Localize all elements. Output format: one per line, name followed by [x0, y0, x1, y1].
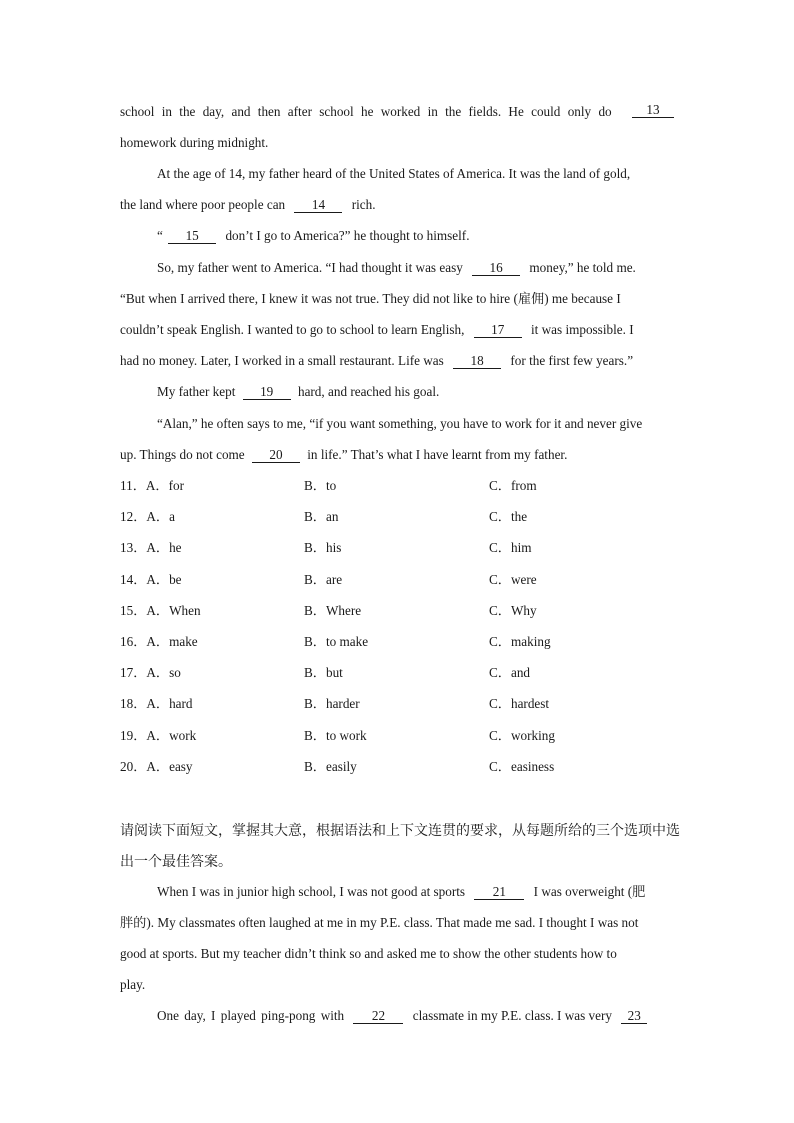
option-16-b[interactable]: B．to make: [304, 634, 369, 649]
question-18-options: [120, 694, 674, 714]
text-segment: couldn’t speak English. I wanted to go to school to learn English,: [120, 322, 465, 337]
option-12-a[interactable]: 12．A．a: [120, 509, 175, 524]
blank-13[interactable]: 13: [632, 102, 674, 118]
option-16-a[interactable]: 16．A．make: [120, 634, 198, 649]
option-12-c[interactable]: C．the: [489, 509, 528, 524]
option-13-b[interactable]: B．his: [304, 540, 342, 555]
option-14-c[interactable]: C．were: [489, 572, 537, 587]
blank-20[interactable]: 20: [252, 447, 300, 463]
question-20-options: [120, 757, 674, 777]
text-segment: money,” he told me.: [529, 260, 636, 275]
option-13-c[interactable]: C．him: [489, 540, 532, 555]
passage1-line8: [120, 320, 674, 340]
passage2-line1: [120, 882, 674, 902]
option-12-b[interactable]: B．an: [304, 509, 339, 524]
question-15-options: [120, 601, 674, 621]
passage1-line3: At the age of 14, my father heard of the United States of America. It was the land of gold,: [157, 166, 631, 181]
option-17-b[interactable]: B．but: [304, 665, 343, 680]
passage1-line2: homework during midnight.: [120, 135, 269, 150]
option-20-a[interactable]: 20．A．easy: [120, 759, 193, 774]
passage2-line2: 胖的). My classmates often laughed at me in my P.E. class. That made me sad. I thought I was not: [120, 915, 639, 930]
blank-15[interactable]: 15: [168, 228, 216, 244]
question-12-options: [120, 507, 674, 527]
blank-22[interactable]: 22: [353, 1008, 403, 1024]
text-segment: rich.: [351, 197, 376, 212]
option-16-c[interactable]: C．making: [489, 634, 551, 649]
option-17-c[interactable]: C．and: [489, 665, 531, 680]
passage1-line5: [120, 226, 674, 246]
text-segment: “: [157, 228, 163, 243]
option-19-b[interactable]: B．to work: [304, 728, 367, 743]
blank-17[interactable]: 17: [474, 322, 522, 338]
text-segment: school in the day, and then after school he worked in the fields. He could only do: [120, 104, 612, 119]
passage1-line9: [120, 351, 674, 371]
passage2-line5: [120, 1006, 674, 1026]
option-14-a[interactable]: 14．A．be: [120, 572, 182, 587]
option-19-c[interactable]: C．working: [489, 728, 555, 743]
option-15-b[interactable]: B．Where: [304, 603, 362, 618]
blank-18[interactable]: 18: [453, 353, 501, 369]
text-segment: I was overweight (肥: [533, 884, 646, 899]
option-18-a[interactable]: 18．A．hard: [120, 696, 193, 711]
passage1-line4: [120, 195, 674, 215]
option-17-a[interactable]: 17．A．so: [120, 665, 181, 680]
passage1-line1: [120, 102, 674, 122]
option-11-c[interactable]: C．from: [489, 478, 537, 493]
text-segment: the land where poor people can: [120, 197, 286, 212]
option-15-c[interactable]: C．Why: [489, 603, 537, 618]
text-segment: My father kept: [157, 384, 236, 399]
question-17-options: [120, 663, 674, 683]
instructions-line2: 出一个最佳答案。: [120, 854, 232, 870]
text-segment: don’t I go to America?” he thought to himself.: [225, 228, 470, 243]
text-segment: for the first few years.”: [510, 353, 634, 368]
blank-14[interactable]: 14: [294, 197, 342, 213]
blank-19[interactable]: 19: [243, 384, 291, 400]
question-14-options: [120, 570, 674, 590]
text-segment: One day, I played ping-pong with: [157, 1008, 345, 1023]
passage2-line4: play.: [120, 977, 146, 992]
text-segment: had no money. Later, I worked in a small restaurant. Life was: [120, 353, 444, 368]
option-18-c[interactable]: C．hardest: [489, 696, 550, 711]
text-segment: in life.” That’s what I have learnt from my father.: [307, 447, 568, 462]
question-13-options: [120, 538, 674, 558]
question-11-options: [120, 476, 674, 496]
option-18-b[interactable]: B．harder: [304, 696, 360, 711]
passage1-line10: [120, 382, 674, 402]
blank-23[interactable]: 23: [621, 1008, 647, 1024]
option-20-c[interactable]: C．easiness: [489, 759, 555, 774]
text-segment: hard, and reached his goal.: [297, 384, 440, 399]
option-20-b[interactable]: B．easily: [304, 759, 357, 774]
passage2-line3: good at sports. But my teacher didn’t think so and asked me to show the other students how to: [120, 946, 617, 961]
option-11-b[interactable]: B．to: [304, 478, 337, 493]
text-segment: up. Things do not come: [120, 447, 245, 462]
text-segment: classmate in my P.E. class. I was very: [412, 1008, 612, 1023]
question-19-options: [120, 726, 674, 746]
question-16-options: [120, 632, 674, 652]
passage1-line12: [120, 445, 674, 465]
passage1-line6: [120, 258, 674, 278]
text-segment: When I was in junior high school, I was not good at sports: [157, 884, 466, 899]
blank-21[interactable]: 21: [474, 884, 524, 900]
option-11-a[interactable]: 11．A．for: [120, 478, 184, 493]
passage1-line7: “But when I arrived there, I knew it was not true. They did not like to hire (雇佣) me because I: [120, 291, 621, 306]
instructions-line1: 请阅读下面短文，掌握其大意，根据语法和上下文连贯的要求，从每题所给的三个选项中选: [120, 823, 680, 839]
option-19-a[interactable]: 19．A．work: [120, 728, 197, 743]
option-15-a[interactable]: 15．A．When: [120, 603, 201, 618]
option-14-b[interactable]: B．are: [304, 572, 343, 587]
text-segment: it was impossible. I: [531, 322, 634, 337]
option-13-a[interactable]: 13．A．he: [120, 540, 182, 555]
passage1-line11: “Alan,” he often says to me, “if you want something, you have to work for it and never give: [157, 416, 643, 431]
text-segment: So, my father went to America. “I had thought it was easy: [157, 260, 463, 275]
blank-16[interactable]: 16: [472, 260, 520, 276]
